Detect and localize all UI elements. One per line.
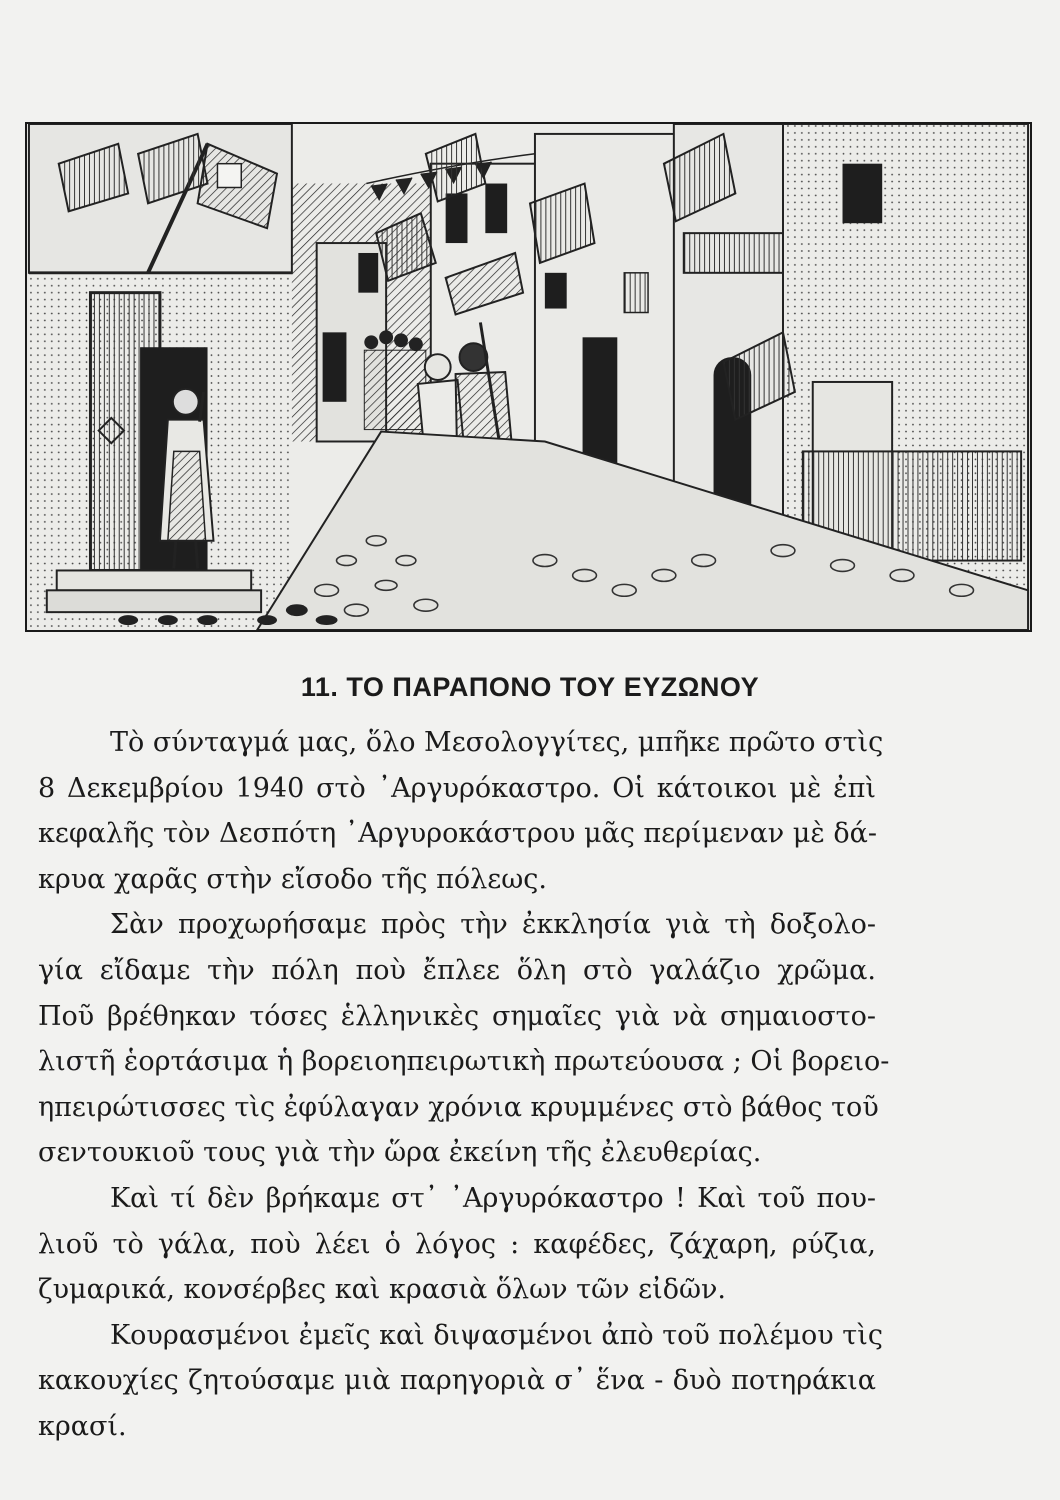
paragraph-line: ζυμαρικά, κονσέρβες καὶ κρασιὰ ὅλων τῶν εἰδῶν. <box>38 1274 726 1306</box>
paragraph-line: Ποῦ βρέθηκαν τόσες ἑλληνικὲς σημαῖες γιὰ νὰ σημαιοστο- <box>38 1000 876 1032</box>
paragraph-line: Κουρασμένοι ἐμεῖς καὶ διψασμένοι ἀπὸ τοῦ πολέμου τὶς <box>110 1319 883 1351</box>
paragraph-line: κεφαλῆς τὸν Δεσπότη ᾿Αργυροκάστρου μᾶς περίμεναν μὲ δά- <box>38 818 878 850</box>
chapter-title: 11. ΤΟ ΠΑΡΑΠΟΝΟ ΤΟΥ ΕΥΖΩΝΟΥ <box>300 672 760 702</box>
paragraph-line: κρασί. <box>38 1410 127 1442</box>
chapter-body <box>38 720 890 1450</box>
paragraph-line: Σὰν προχωρήσαμε πρὸς τὴν ἐκκλησία γιὰ τὴ δοξολο- <box>110 909 876 941</box>
paragraph-line: λιοῦ τὸ γάλα, ποὺ λέει ὁ λόγος : καφέδες, ζάχαρη, ρύζια, <box>38 1228 876 1260</box>
paragraph-line: κακουχίες ζητούσαμε μιὰ παρηγοριὰ σ᾿ ἕνα - δυὸ ποτηράκια <box>38 1365 876 1397</box>
parade-illustration <box>25 122 1032 632</box>
paragraph-line: Τὸ σύνταγμά μας, ὅλο Μεσολογγίτες, μπῆκε πρῶτο στὶς <box>110 727 884 758</box>
paragraph-line: κρυα χαρᾶς στὴν εἴσοδο τῆς πόλεως. <box>38 863 547 895</box>
paragraph-line: Καὶ τί δὲν βρήκαμε στ᾿ ᾿Αργυρόκαστρο ! Καὶ τοῦ που- <box>110 1182 876 1214</box>
balcony <box>684 233 783 273</box>
paragraph-line: 8 Δεκεμβρίου 1940 στὸ ᾿Αργυρόκαστρο. Οἱ κάτοικοι μὲ ἐπὶ <box>38 772 876 804</box>
paragraph-line: ηπειρώτισσες τὶς ἐφύλαγαν χρόνια κρυμμένες στὸ βάθος τοῦ <box>38 1091 879 1123</box>
paragraph-line: λιστῆ ἑορτάσιμα ἡ βορειοηπειρωτικὴ πρωτεύουσα ; Οἱ βορειο- <box>38 1046 890 1078</box>
paragraph-line: γία εἴδαμε τὴν πόλη ποὺ ἔπλεε ὅλη στὸ γαλάζιο χρῶμα. <box>38 954 876 986</box>
paragraph-line: σεντουκιοῦ τους γιὰ τὴν ὥρα ἐκείνη τῆς ἐλευθερίας. <box>38 1137 762 1169</box>
street-scene-drawing <box>27 124 1030 630</box>
